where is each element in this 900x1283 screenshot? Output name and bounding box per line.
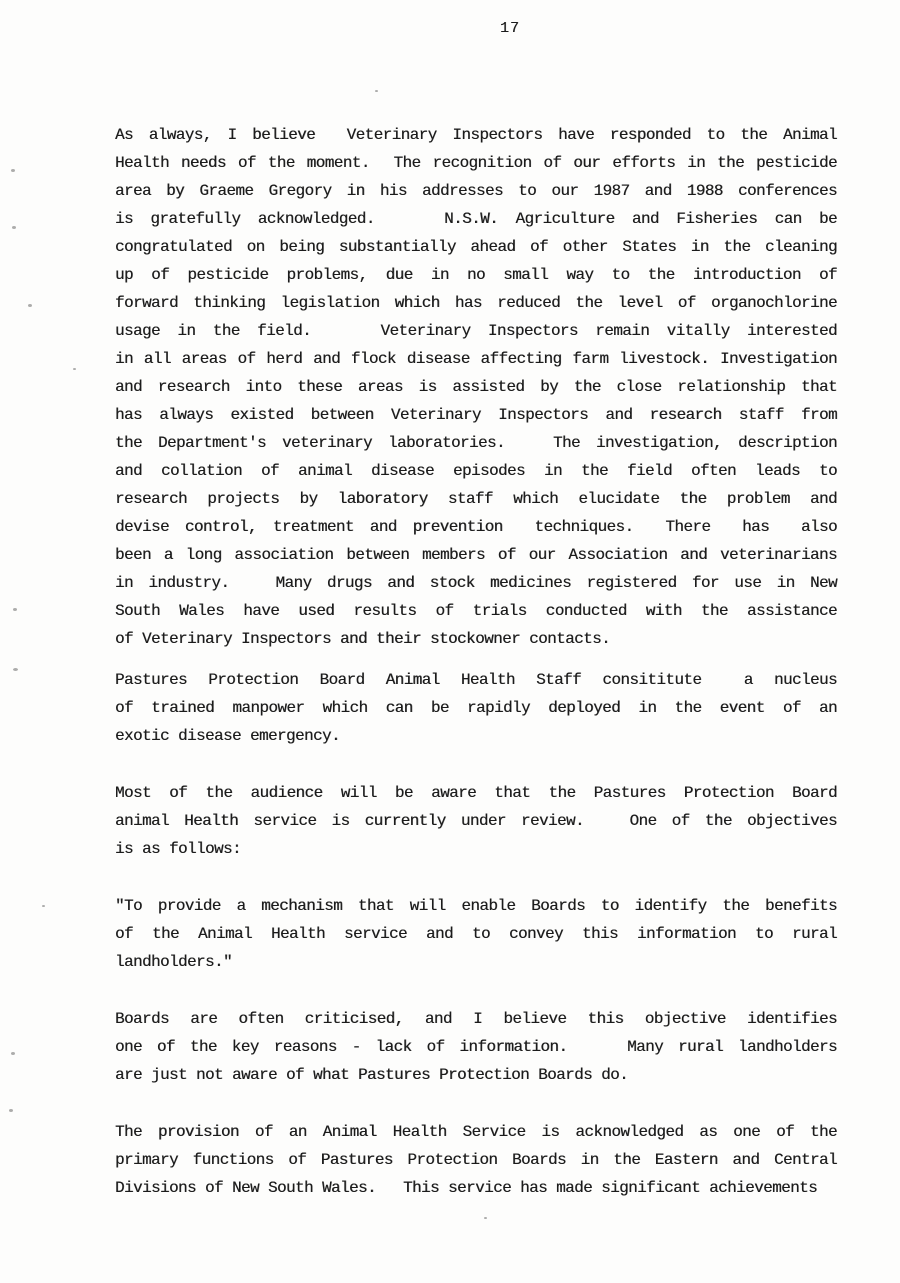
scan-speck [12, 226, 16, 229]
text-line: has always existed between Veterinary Inspectors and research staff from [115, 406, 837, 424]
text-line: Boards are often criticised, and I believe this objective identifies [115, 1010, 837, 1028]
text-line: devise control, treatment and prevention techniques. There has also [115, 518, 837, 536]
text-line: and research into these areas is assisted by the close relationship that [115, 378, 837, 396]
text-line: of trained manpower which can be rapidly deployed in the event of an [115, 699, 837, 717]
scan-speck [28, 304, 32, 307]
text-line: primary functions of Pastures Protection Boards in the Eastern and Central [115, 1151, 837, 1169]
paragraph [115, 1118, 837, 1202]
scan-speck [484, 1217, 487, 1219]
paragraph [115, 121, 837, 653]
paragraph [115, 1005, 837, 1089]
paragraph [115, 892, 837, 976]
text-line: of Veterinary Inspectors and their stockowner contacts. [115, 630, 611, 648]
scan-speck [13, 608, 17, 611]
text-line: in all areas of herd and flock disease affecting farm livestock. Investigation [115, 350, 837, 368]
text-line: Most of the audience will be aware that the Pastures Protection Board [115, 784, 837, 802]
text-line: is as follows: [115, 840, 242, 858]
text-line: the Department's veterinary laboratories. The investigation, description [115, 434, 837, 452]
text-line: are just not aware of what Pastures Protection Boards do. [115, 1066, 629, 1084]
text-line: Pastures Protection Board Animal Health Staff consititute a nucleus [115, 671, 837, 689]
scan-speck [42, 905, 45, 907]
paragraph [115, 666, 837, 750]
text-line: Divisions of New South Wales. This service has made significant achievements [115, 1179, 818, 1197]
text-line: Health needs of the moment. The recognition of our efforts in the pesticide [115, 154, 837, 172]
text-line: up of pesticide problems, due in no small way to the introduction of [115, 266, 837, 284]
text-line: usage in the field. Veterinary Inspectors remain vitally interested [115, 322, 837, 340]
text-line: is gratefully acknowledged. N.S.W. Agriculture and Fisheries can be [115, 210, 837, 228]
text-line: and collation of animal disease episodes in the field often leads to [115, 462, 837, 480]
text-line: South Wales have used results of trials conducted with the assistance [115, 602, 837, 620]
scan-speck [11, 169, 15, 172]
text-line: exotic disease emergency. [115, 727, 341, 745]
text-line: in industry. Many drugs and stock medicines registered for use in New [115, 574, 837, 592]
scan-speck [9, 1109, 13, 1112]
text-line: congratulated on being substantially ahead of other States in the cleaning [115, 238, 837, 256]
text-line: forward thinking legislation which has reduced the level of organochlorine [115, 294, 837, 312]
text-line: research projects by laboratory staff which elucidate the problem and [115, 490, 837, 508]
text-line: landholders." [115, 953, 233, 971]
text-line: animal Health service is currently under review. One of the objectives [115, 812, 837, 830]
text-line: of the Animal Health service and to convey this information to rural [115, 925, 837, 943]
scan-speck [11, 1052, 15, 1055]
text-line: "To provide a mechanism that will enable Boards to identify the benefits [115, 897, 837, 915]
text-line: area by Graeme Gregory in his addresses to our 1987 and 1988 conferences [115, 182, 837, 200]
scan-speck [375, 90, 378, 92]
page-number: 17 [499, 20, 520, 37]
text-line: The provision of an Animal Health Service is acknowledged as one of the [115, 1123, 837, 1141]
text-line: been a long association between members of our Association and veterinarians [115, 546, 837, 564]
scan-speck [73, 368, 76, 370]
paragraph [115, 779, 837, 863]
document-body [115, 121, 837, 1231]
text-line: one of the key reasons - lack of information. Many rural landholders [115, 1038, 837, 1056]
scan-speck [13, 668, 18, 671]
text-line: As always, I believe Veterinary Inspectors have responded to the Animal [115, 126, 837, 144]
